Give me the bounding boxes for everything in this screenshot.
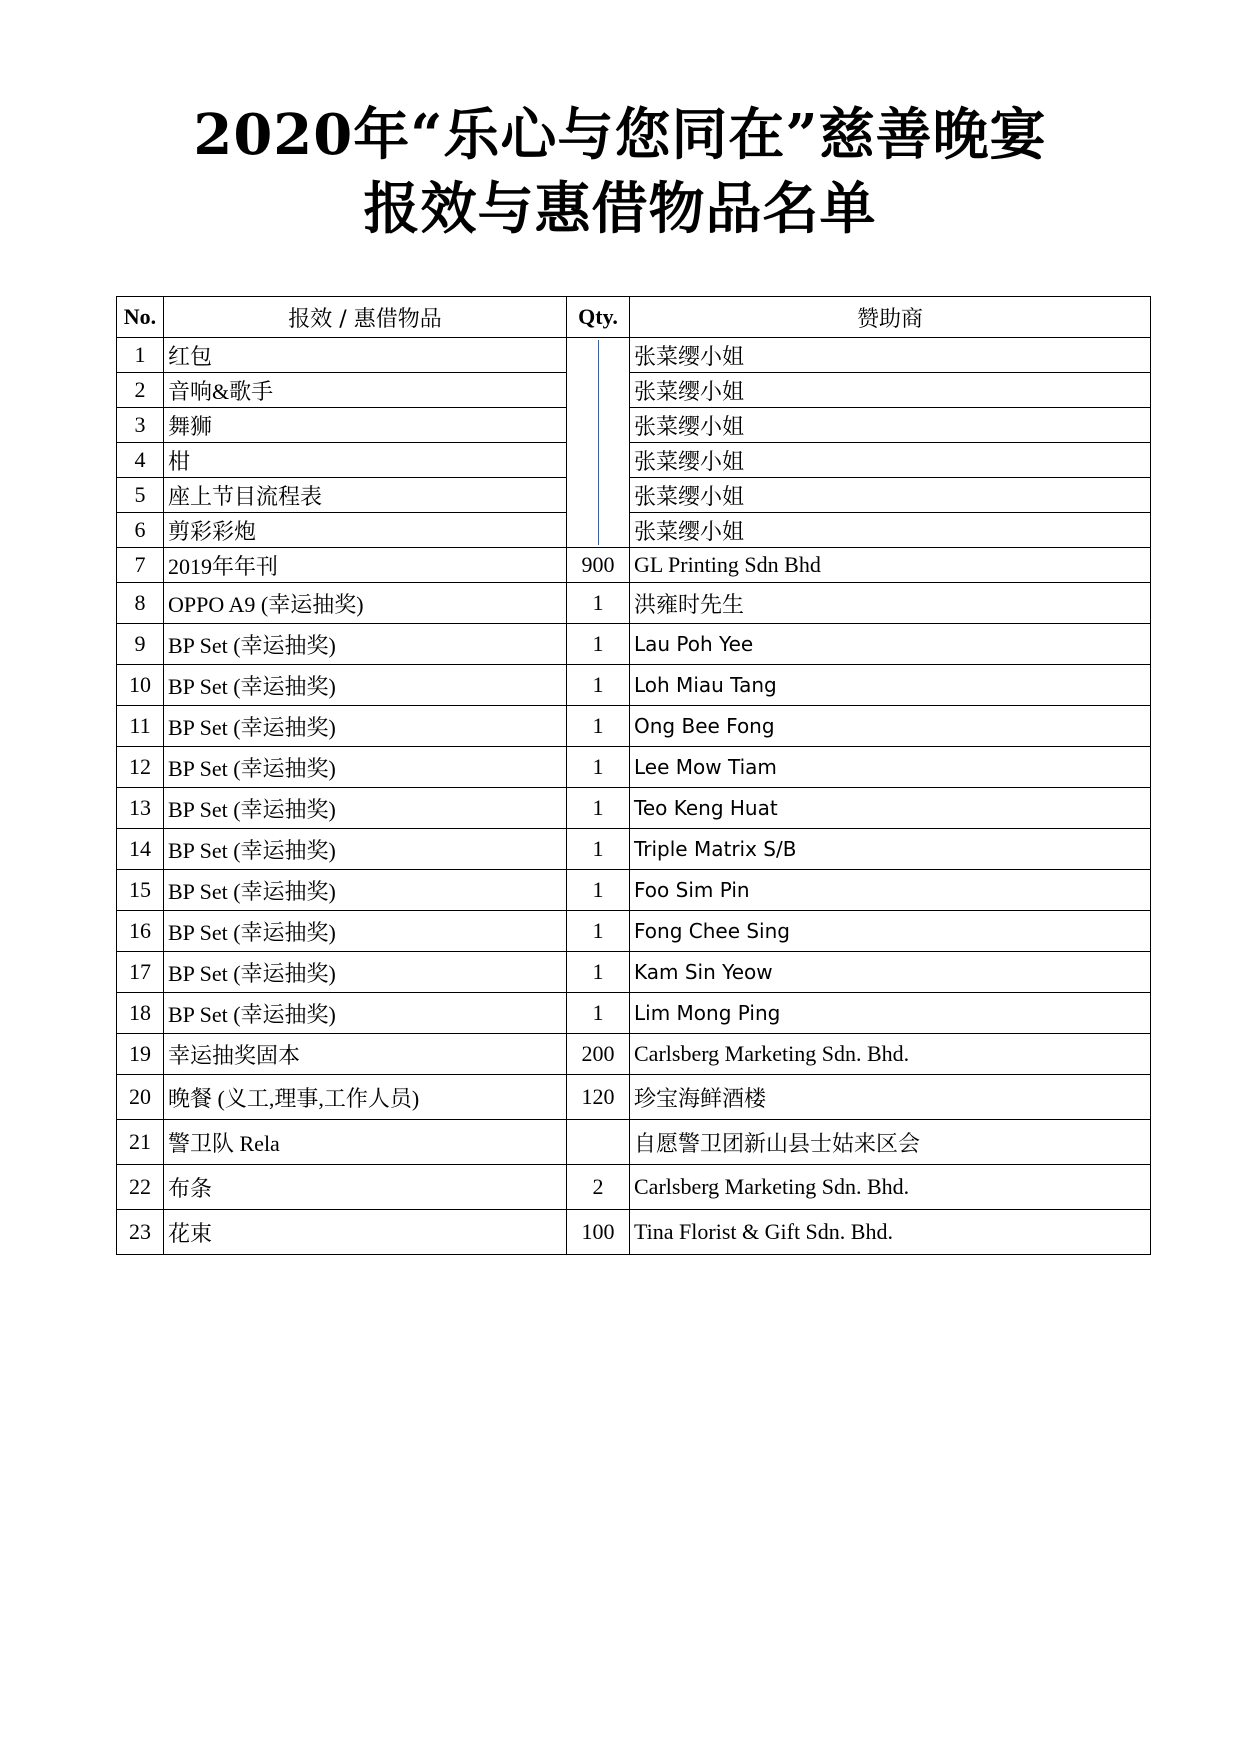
table-row [117, 665, 1151, 706]
row-sponsor: Foo Sim Pin [630, 870, 1151, 911]
row-sponsor: Carlsberg Marketing Sdn. Bhd. [630, 1165, 1151, 1210]
table-row [117, 513, 1151, 548]
row-sponsor: Triple Matrix S/B [630, 829, 1151, 870]
row-no: 20 [117, 1075, 164, 1120]
page-title-line-2: 报效与惠借物品名单 [363, 176, 877, 242]
row-sponsor: 张菜缨小姐 [630, 443, 1151, 478]
row-qty: 1 [567, 829, 630, 870]
table-header-row [117, 297, 1151, 338]
row-item: BP Set (幸运抽奖) [164, 665, 567, 706]
header-qty: Qty. [567, 297, 630, 338]
row-no: 10 [117, 665, 164, 706]
header-no: No. [117, 297, 164, 338]
row-no: 11 [117, 706, 164, 747]
table-row [117, 373, 1151, 408]
row-no: 23 [117, 1210, 164, 1255]
row-item: OPPO A9 (幸运抽奖) [164, 583, 567, 624]
row-no: 6 [117, 513, 164, 548]
table-row [117, 747, 1151, 788]
row-item: 舞狮 [164, 408, 567, 443]
row-sponsor: Tina Florist & Gift Sdn. Bhd. [630, 1210, 1151, 1255]
row-no: 15 [117, 870, 164, 911]
row-item: 音响&歌手 [164, 373, 567, 408]
table-row [117, 408, 1151, 443]
header-sponsor: 赞助商 [630, 297, 1151, 338]
row-qty: 100 [567, 1210, 630, 1255]
row-qty: 1 [567, 993, 630, 1034]
table-row [117, 952, 1151, 993]
row-item: 剪彩彩炮 [164, 513, 567, 548]
row-item: BP Set (幸运抽奖) [164, 870, 567, 911]
row-sponsor: 张菜缨小姐 [630, 513, 1151, 548]
row-item: 幸运抽奖固本 [164, 1034, 567, 1075]
row-sponsor: Carlsberg Marketing Sdn. Bhd. [630, 1034, 1151, 1075]
table-row [117, 338, 1151, 373]
row-item: BP Set (幸运抽奖) [164, 747, 567, 788]
table-row [117, 911, 1151, 952]
row-sponsor: Lau Poh Yee [630, 624, 1151, 665]
row-qty: 1 [567, 747, 630, 788]
table-row [117, 1165, 1151, 1210]
table-row [117, 1210, 1151, 1255]
row-sponsor: 张菜缨小姐 [630, 408, 1151, 443]
row-sponsor: 洪雍时先生 [630, 583, 1151, 624]
table-row [117, 870, 1151, 911]
table-row [117, 1034, 1151, 1075]
row-item: 布条 [164, 1165, 567, 1210]
table-row [117, 548, 1151, 583]
row-sponsor: Teo Keng Huat [630, 788, 1151, 829]
row-qty: 1 [567, 911, 630, 952]
table-row [117, 993, 1151, 1034]
row-item: BP Set (幸运抽奖) [164, 911, 567, 952]
row-item: 2019年年刊 [164, 548, 567, 583]
row-item: 座上节目流程表 [164, 478, 567, 513]
row-no: 7 [117, 548, 164, 583]
row-no: 13 [117, 788, 164, 829]
row-no: 21 [117, 1120, 164, 1165]
row-sponsor: Ong Bee Fong [630, 706, 1151, 747]
row-sponsor: GL Printing Sdn Bhd [630, 548, 1151, 583]
row-item: 警卫队 Rela [164, 1120, 567, 1165]
row-item: BP Set (幸运抽奖) [164, 624, 567, 665]
row-no: 19 [117, 1034, 164, 1075]
row-no: 18 [117, 993, 164, 1034]
merged-cell-line [598, 340, 599, 545]
row-qty: 900 [567, 548, 630, 583]
row-qty: 120 [567, 1075, 630, 1120]
row-qty: 1 [567, 952, 630, 993]
row-qty: 200 [567, 1034, 630, 1075]
row-no: 2 [117, 373, 164, 408]
row-no: 5 [117, 478, 164, 513]
row-no: 16 [117, 911, 164, 952]
row-sponsor: 张菜缨小姐 [630, 478, 1151, 513]
table-row [117, 624, 1151, 665]
table-row [117, 583, 1151, 624]
row-qty-merged [567, 338, 630, 548]
row-sponsor: Lim Mong Ping [630, 993, 1151, 1034]
row-sponsor: Lee Mow Tiam [630, 747, 1151, 788]
row-qty: 1 [567, 788, 630, 829]
row-item: BP Set (幸运抽奖) [164, 829, 567, 870]
table-row [117, 829, 1151, 870]
row-sponsor: Loh Miau Tang [630, 665, 1151, 706]
row-sponsor: 自愿警卫团新山县士姑来区会 [630, 1120, 1151, 1165]
header-item: 报效 / 惠借物品 [164, 297, 567, 338]
row-no: 12 [117, 747, 164, 788]
row-qty: 1 [567, 870, 630, 911]
row-item: 晚餐 (义工,理事,工作人员) [164, 1075, 567, 1120]
table-row [117, 788, 1151, 829]
row-item: BP Set (幸运抽奖) [164, 788, 567, 829]
row-qty: 1 [567, 583, 630, 624]
table-row [117, 706, 1151, 747]
table-row [117, 478, 1151, 513]
row-sponsor: 张菜缨小姐 [630, 338, 1151, 373]
row-no: 22 [117, 1165, 164, 1210]
row-item: 柑 [164, 443, 567, 478]
table-row [117, 1075, 1151, 1120]
row-no: 4 [117, 443, 164, 478]
donation-table [116, 296, 1151, 1255]
row-no: 8 [117, 583, 164, 624]
row-qty: 1 [567, 665, 630, 706]
row-qty: 1 [567, 706, 630, 747]
row-no: 1 [117, 338, 164, 373]
row-no: 17 [117, 952, 164, 993]
row-sponsor: 珍宝海鲜酒楼 [630, 1075, 1151, 1120]
row-no: 14 [117, 829, 164, 870]
row-sponsor: 张菜缨小姐 [630, 373, 1151, 408]
row-item: BP Set (幸运抽奖) [164, 993, 567, 1034]
table-row [117, 1120, 1151, 1165]
row-qty: 1 [567, 624, 630, 665]
row-sponsor: Kam Sin Yeow [630, 952, 1151, 993]
row-qty [567, 1120, 630, 1165]
row-item: 花束 [164, 1210, 567, 1255]
row-item: BP Set (幸运抽奖) [164, 706, 567, 747]
row-item: 红包 [164, 338, 567, 373]
row-qty: 2 [567, 1165, 630, 1210]
row-sponsor: Fong Chee Sing [630, 911, 1151, 952]
row-item: BP Set (幸运抽奖) [164, 952, 567, 993]
table-row [117, 443, 1151, 478]
row-no: 3 [117, 408, 164, 443]
page-title-line-1: 2020年“乐心与您同在”慈善晚宴 [193, 102, 1047, 168]
row-no: 9 [117, 624, 164, 665]
